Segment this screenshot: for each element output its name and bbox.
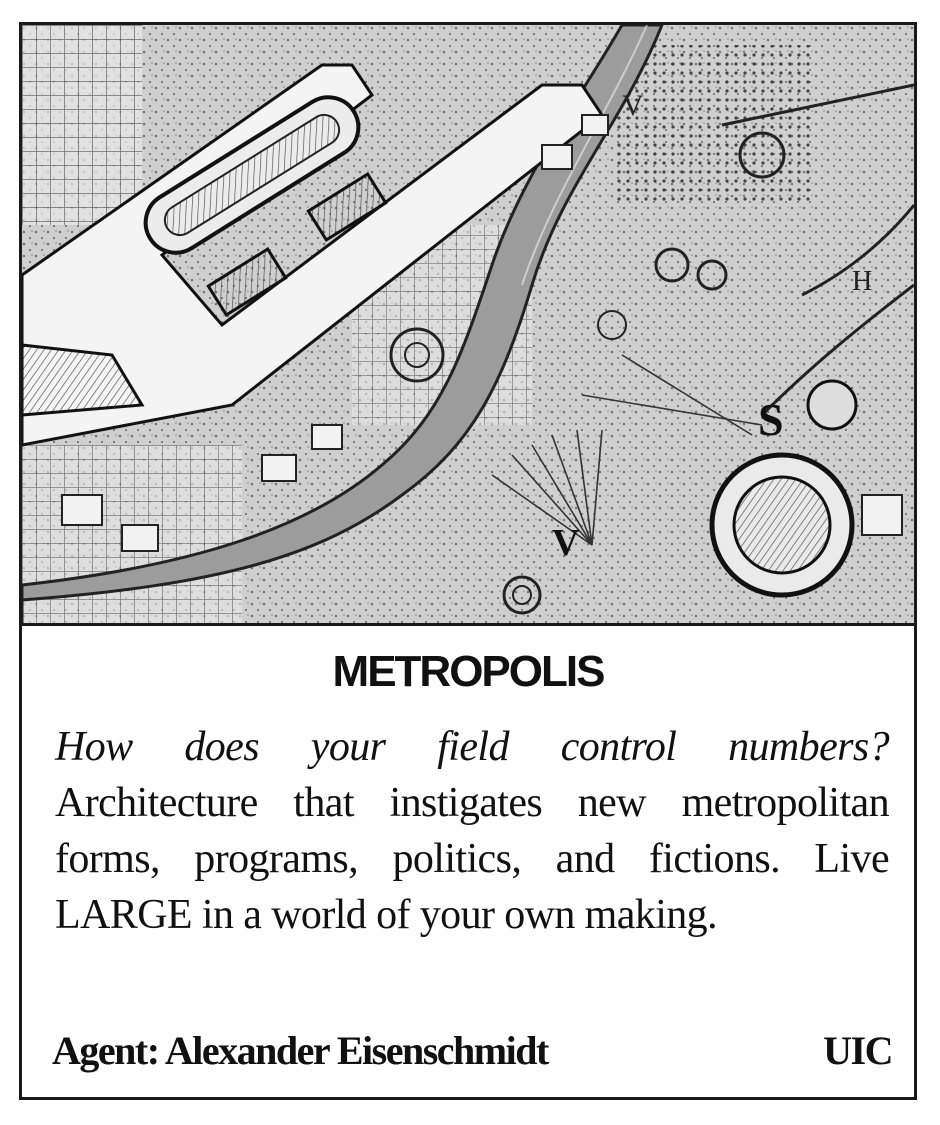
agent-name: Agent: Alexander Eisenschmidt [52, 1028, 548, 1073]
city-plan-image [22, 25, 914, 626]
institution-name: UIC [823, 1028, 892, 1073]
card-title: METROPOLIS [332, 647, 604, 696]
description-text: Architecture that instigates new metropolitan forms, programs, politics, and fictions. Live LARGE in a world of your own making. [55, 780, 889, 938]
card-footer [52, 1027, 892, 1074]
map-letter-v: V [552, 522, 580, 564]
map-letter-v-top: V [622, 89, 644, 122]
map-letter-s: S [758, 394, 784, 445]
lead-question: How does your field control numbers? [55, 724, 889, 770]
program-card [19, 22, 917, 1100]
map-letter-h: H [852, 266, 873, 297]
card-description [55, 719, 889, 943]
